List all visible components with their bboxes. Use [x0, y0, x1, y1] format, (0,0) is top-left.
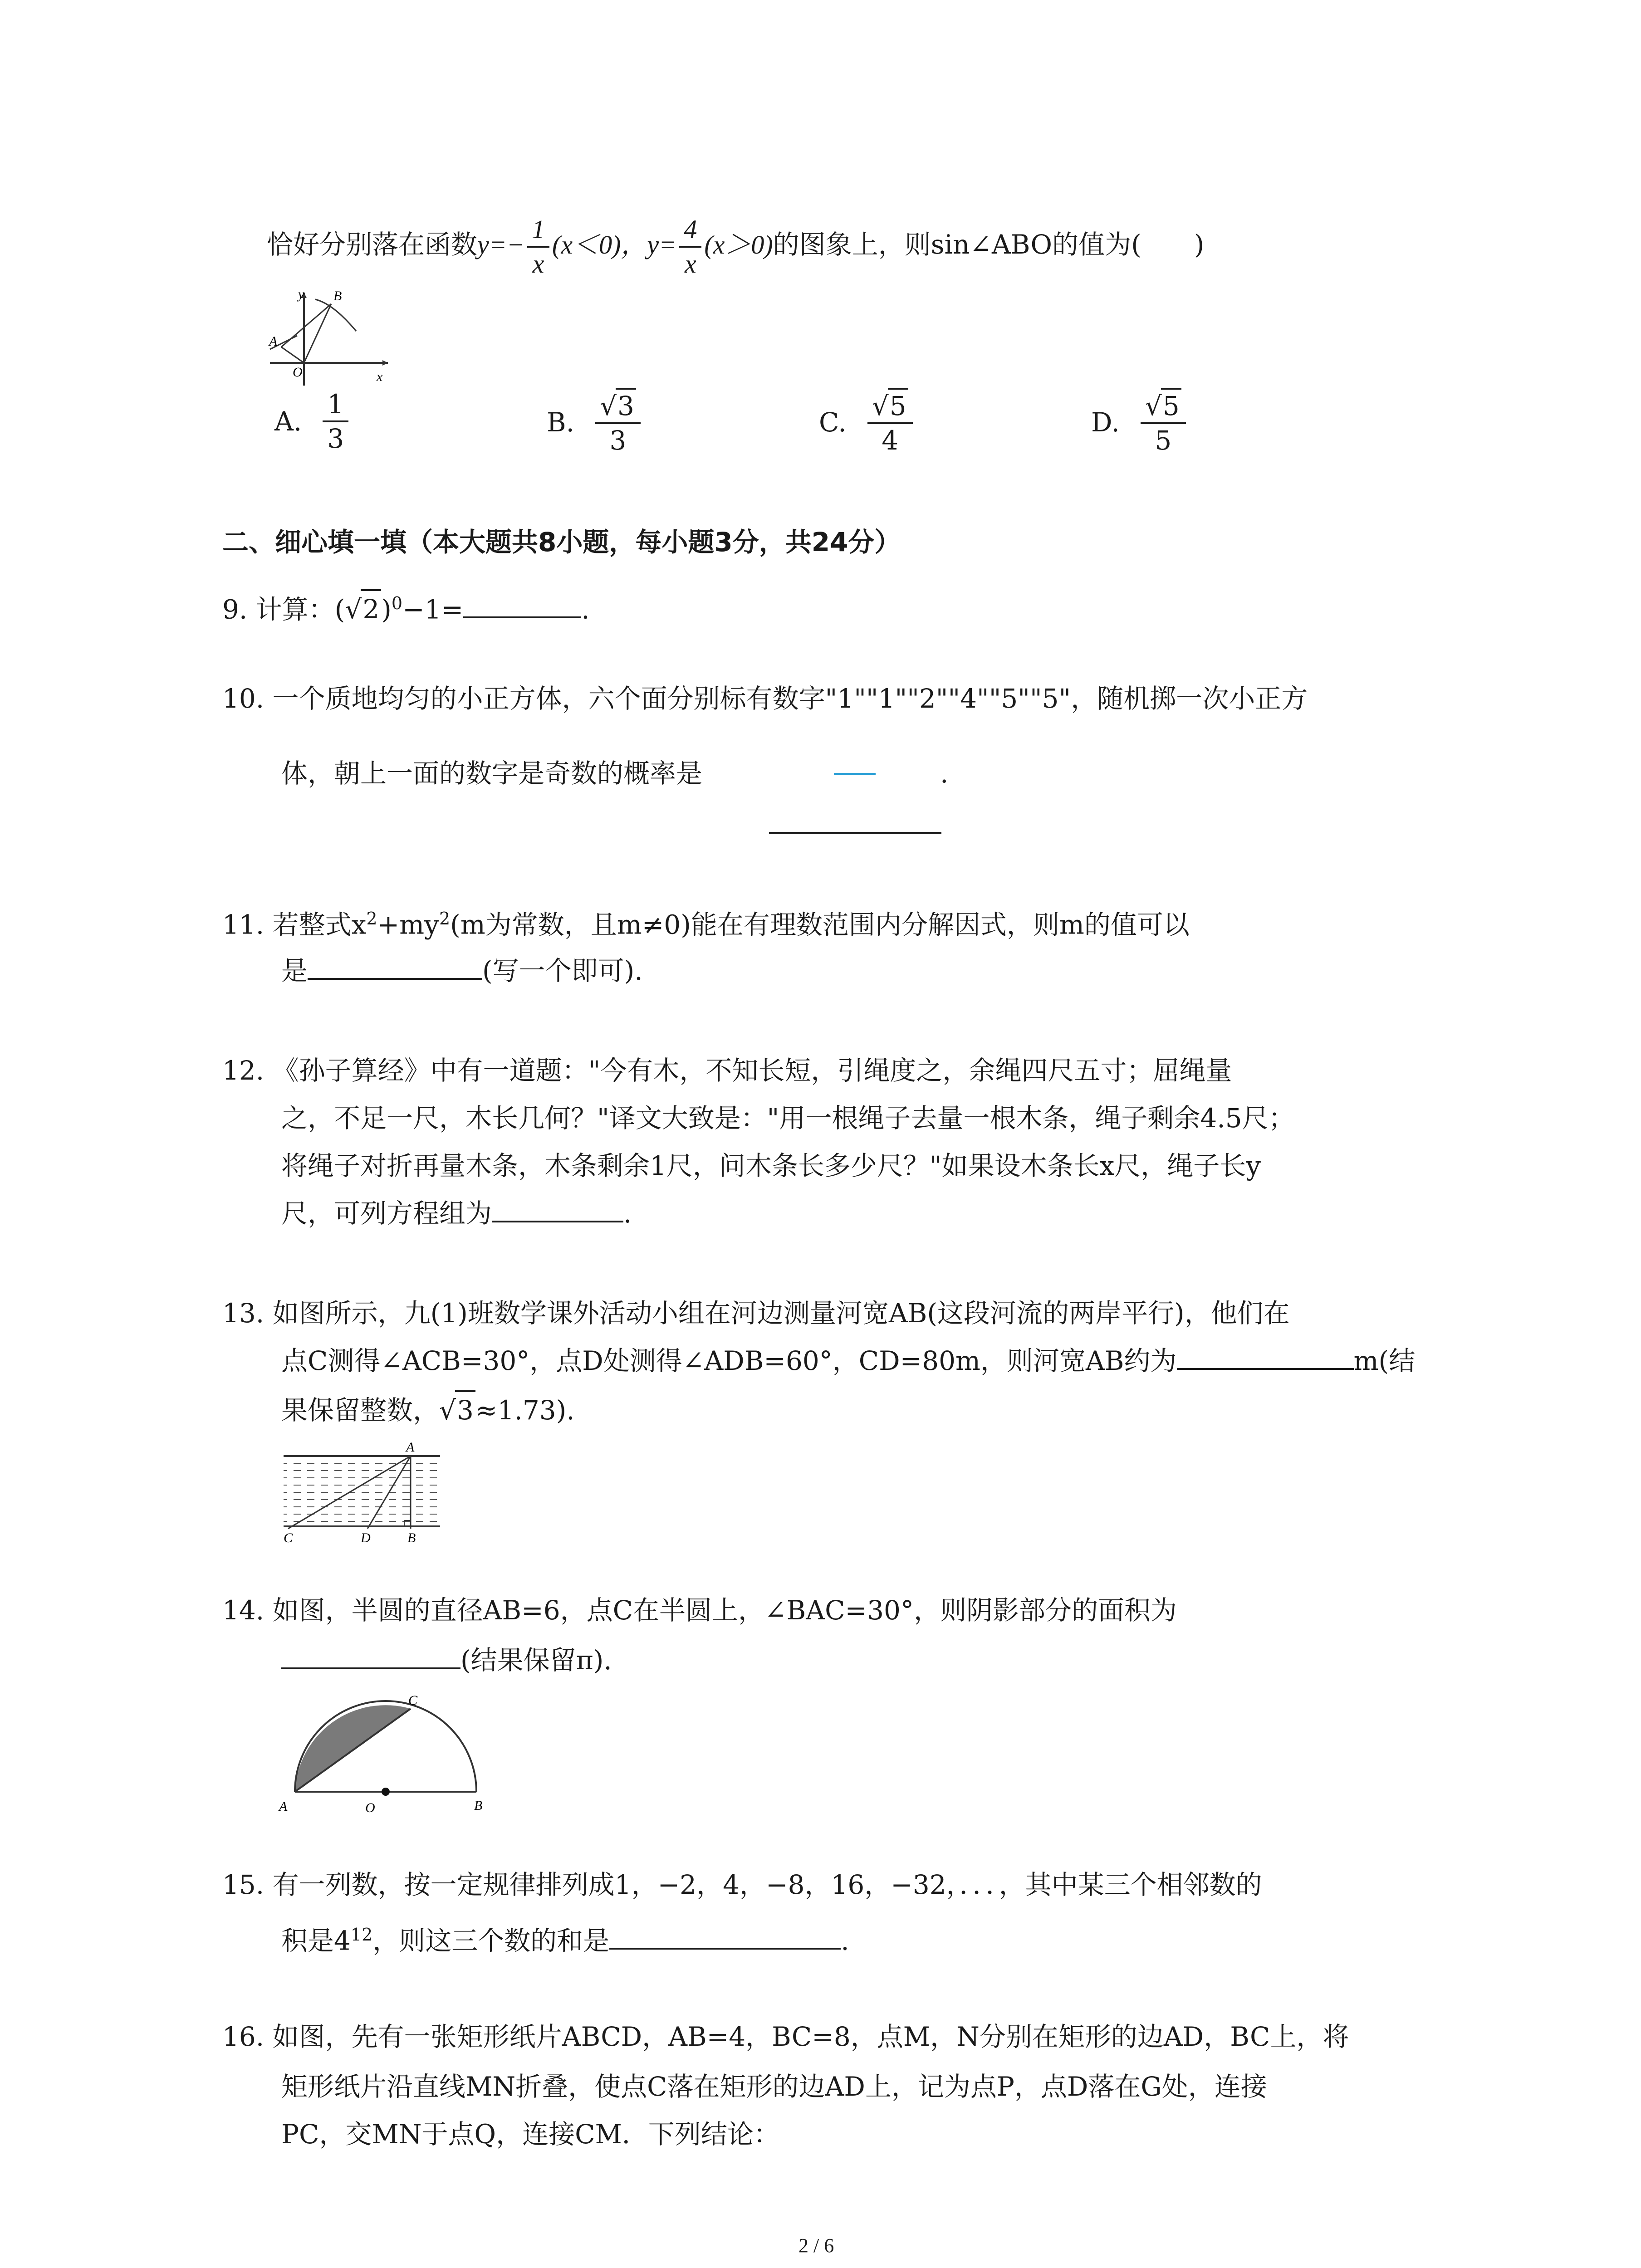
- q12-line4-pre: 尺，可列方程组为: [281, 1198, 492, 1229]
- q14-line2: [281, 1642, 612, 1678]
- q14-fig-label-B: B: [474, 1798, 483, 1813]
- q8-option-d-num: 5: [1161, 388, 1181, 422]
- q13-fig-label-B: B: [407, 1530, 416, 1545]
- q14-line2-post: (结果保留π).: [460, 1645, 612, 1676]
- q11-c: (m为常数，且m≠0)能在有理数范围内分解因式，则m的值可以: [450, 909, 1190, 940]
- q8-f2-cond: (x＞0): [704, 230, 773, 260]
- q13-line3: [281, 1390, 575, 1428]
- q14-fig-label-A: A: [279, 1799, 288, 1814]
- q8-f2-lhs: y=: [647, 230, 677, 260]
- q11-line2-post: (写一个即可).: [482, 955, 643, 986]
- q12-answer-blank[interactable]: [492, 1198, 623, 1222]
- q16-line3: PC，交MN于点Q，连接CM．下列结论：: [281, 2119, 780, 2150]
- q8-option-a-den: 3: [327, 423, 344, 454]
- q8-option-b-den: 3: [609, 425, 627, 456]
- q11-sup2: 2: [439, 909, 451, 929]
- q8-option-b-letter: B.: [547, 407, 575, 438]
- q11-answer-blank[interactable]: [308, 955, 482, 980]
- q13-line2: [281, 1343, 1415, 1379]
- q8-f1-num: 1: [527, 213, 549, 248]
- q12-end: .: [623, 1198, 632, 1229]
- q15-b: ，则这三个数的和是: [372, 1925, 610, 1956]
- q14-line1: 14. 如图，半圆的直径AB=6，点C在半圆上，∠BAC=30°，则阴影部分的面积为: [222, 1595, 1177, 1626]
- q8-option-c-letter: C.: [819, 407, 847, 438]
- q13-line2-pre: 点C测得∠ACB=30°，点D处测得∠ADB=60°，CD=80m，则河宽AB约为: [281, 1345, 1177, 1376]
- q8-option-b-num: 3: [616, 388, 636, 422]
- q8-option-d-letter: D.: [1091, 407, 1120, 438]
- q8-suffix: 的图象上，则sin∠ABO的值为( ): [773, 229, 1205, 260]
- q9-mid: ): [381, 594, 392, 625]
- q16-line2: 矩形纸片沿直线MN折叠，使点C落在矩形的边AD上，记为点P，点D落在G处，连接: [281, 2071, 1267, 2102]
- q13-fig-label-C: C: [284, 1530, 293, 1545]
- q13-line3-post: ≈1.73).: [475, 1395, 575, 1426]
- q8-fig-label-x: x: [377, 369, 383, 384]
- q8-stem: [267, 213, 1204, 280]
- q8-option-a-num: 1: [327, 389, 344, 420]
- q8-f1-cond: (x＜0)，: [552, 230, 647, 260]
- q9-pre: 9. 计算：(: [222, 594, 345, 625]
- q8-option-b[interactable]: [547, 388, 643, 457]
- q8-option-d-fraction: [1141, 388, 1186, 457]
- q8-f1-den: x: [532, 249, 544, 279]
- q8-fig-label-B: B: [333, 288, 342, 303]
- q8-f1-fraction: [527, 213, 549, 280]
- q8-option-c-sqrt: √: [872, 391, 889, 421]
- q14-fig-label-O: O: [365, 1800, 375, 1815]
- q11-line2-pre: 是: [281, 955, 308, 986]
- q8-option-c-den: 4: [882, 425, 899, 456]
- q8-option-a[interactable]: [274, 388, 351, 455]
- q15-line1: 15. 有一列数，按一定规律排列成1，−2，4，−8，16，−32，．．．，其中某三个相邻数的: [222, 1869, 1262, 1900]
- q9-post: −1=: [402, 594, 464, 625]
- q8-option-c-num: 5: [888, 388, 908, 422]
- q9-radicand: 2: [361, 589, 381, 627]
- q13-answer-blank[interactable]: [1177, 1345, 1354, 1370]
- q15-sup: 12: [350, 1925, 373, 1945]
- q8-f1-lhs: y=−: [477, 230, 525, 260]
- q14-answer-blank[interactable]: [281, 1645, 460, 1669]
- q11-a: 11. 若整式x: [222, 909, 367, 940]
- q9-answer-blank[interactable]: [463, 594, 581, 618]
- q8-f2-num: 4: [679, 213, 701, 248]
- q9: [222, 585, 590, 627]
- q8-option-d[interactable]: [1091, 388, 1189, 457]
- q9-radical: √: [345, 594, 362, 625]
- q8-f2-den: x: [684, 249, 696, 279]
- q8-option-a-fraction: [323, 388, 348, 455]
- q8-option-a-letter: A.: [274, 406, 302, 437]
- q8-option-b-sqrt: √: [600, 391, 617, 421]
- q8-option-c[interactable]: [819, 388, 916, 457]
- q13-fig-label-A: A: [406, 1440, 415, 1455]
- q11-b: +my: [377, 909, 439, 940]
- q8-prefix: 恰好分别落在函数: [267, 229, 478, 260]
- q14-fig-label-C: C: [408, 1693, 418, 1708]
- q12-line2: 之，不足一尺，木长几何？"译文大致是："用一根绳子去量一根木条，绳子剩余4.5尺；: [281, 1103, 1295, 1134]
- q13-line3-pre: 果保留整数，: [281, 1395, 440, 1426]
- q12-line4: [281, 1195, 632, 1232]
- q12-line3: 将绳子对折再量木条，木条剩余1尺，问木条长多少尺？"如果设木条长x尺，绳子长y: [281, 1150, 1261, 1181]
- q8-f2-fraction: [679, 213, 701, 280]
- q8-option-d-den: 5: [1155, 425, 1172, 456]
- q8-option-b-fraction: [595, 388, 641, 457]
- q13-fig-label-D: D: [361, 1530, 371, 1545]
- q15-a: 积是4: [281, 1925, 351, 1956]
- q10-end: .: [940, 758, 949, 789]
- page-number: 2 / 6: [798, 2234, 834, 2257]
- q8-fig-label-A: A: [269, 334, 278, 349]
- q11-line2: [281, 953, 643, 989]
- q10-line2-text: 体，朝上一面的数字是奇数的概率是: [281, 758, 703, 789]
- q15-answer-blank[interactable]: [609, 1925, 841, 1950]
- q13-figure: [279, 1438, 447, 1547]
- q16-line1: 16. 如图，先有一张矩形纸片ABCD，AB=4，BC=8，点M，N分别在矩形的边AD，BC上，将: [222, 2021, 1349, 2052]
- q13-line2-post: m(结: [1353, 1345, 1416, 1376]
- q10-answer-blank[interactable]: [769, 832, 941, 834]
- q10-line2: [281, 755, 702, 792]
- q8-fig-label-y: y: [298, 287, 304, 302]
- q10-line1: 10. 一个质地均匀的小正方体，六个面分别标有数字"1""1""2""4""5""5"，随机掷一次小正方: [222, 683, 1308, 714]
- q9-end: .: [581, 594, 590, 625]
- q15-end: .: [841, 1925, 849, 1956]
- q13-radicand: 3: [455, 1390, 475, 1428]
- q13-radical: √: [439, 1395, 456, 1426]
- q8-option-c-fraction: [867, 388, 913, 457]
- q8-option-d-sqrt: √: [1145, 391, 1162, 421]
- q11-line1: [222, 900, 1190, 943]
- q12-line1: 12. 《孙子算经》中有一道题："今有木，不知长短，引绳度之，余绳四尺五寸；屈绳量: [222, 1055, 1232, 1086]
- q11-sup1: 2: [366, 909, 377, 929]
- q8-fig-label-O: O: [293, 365, 303, 380]
- q13-line1: 13. 如图所示，九(1)班数学课外活动小组在河边测量河宽AB(这段河流的两岸平行)，他们在: [222, 1298, 1290, 1329]
- q8-figure: [265, 286, 397, 390]
- q15-line2: [281, 1916, 849, 1959]
- q9-exponent: 0: [391, 593, 403, 613]
- q14-figure: [272, 1683, 490, 1819]
- section-heading: 二、细心填一填（本大题共8小题，每小题3分，共24分）: [222, 527, 901, 557]
- q10-fraction-bar: [834, 773, 876, 775]
